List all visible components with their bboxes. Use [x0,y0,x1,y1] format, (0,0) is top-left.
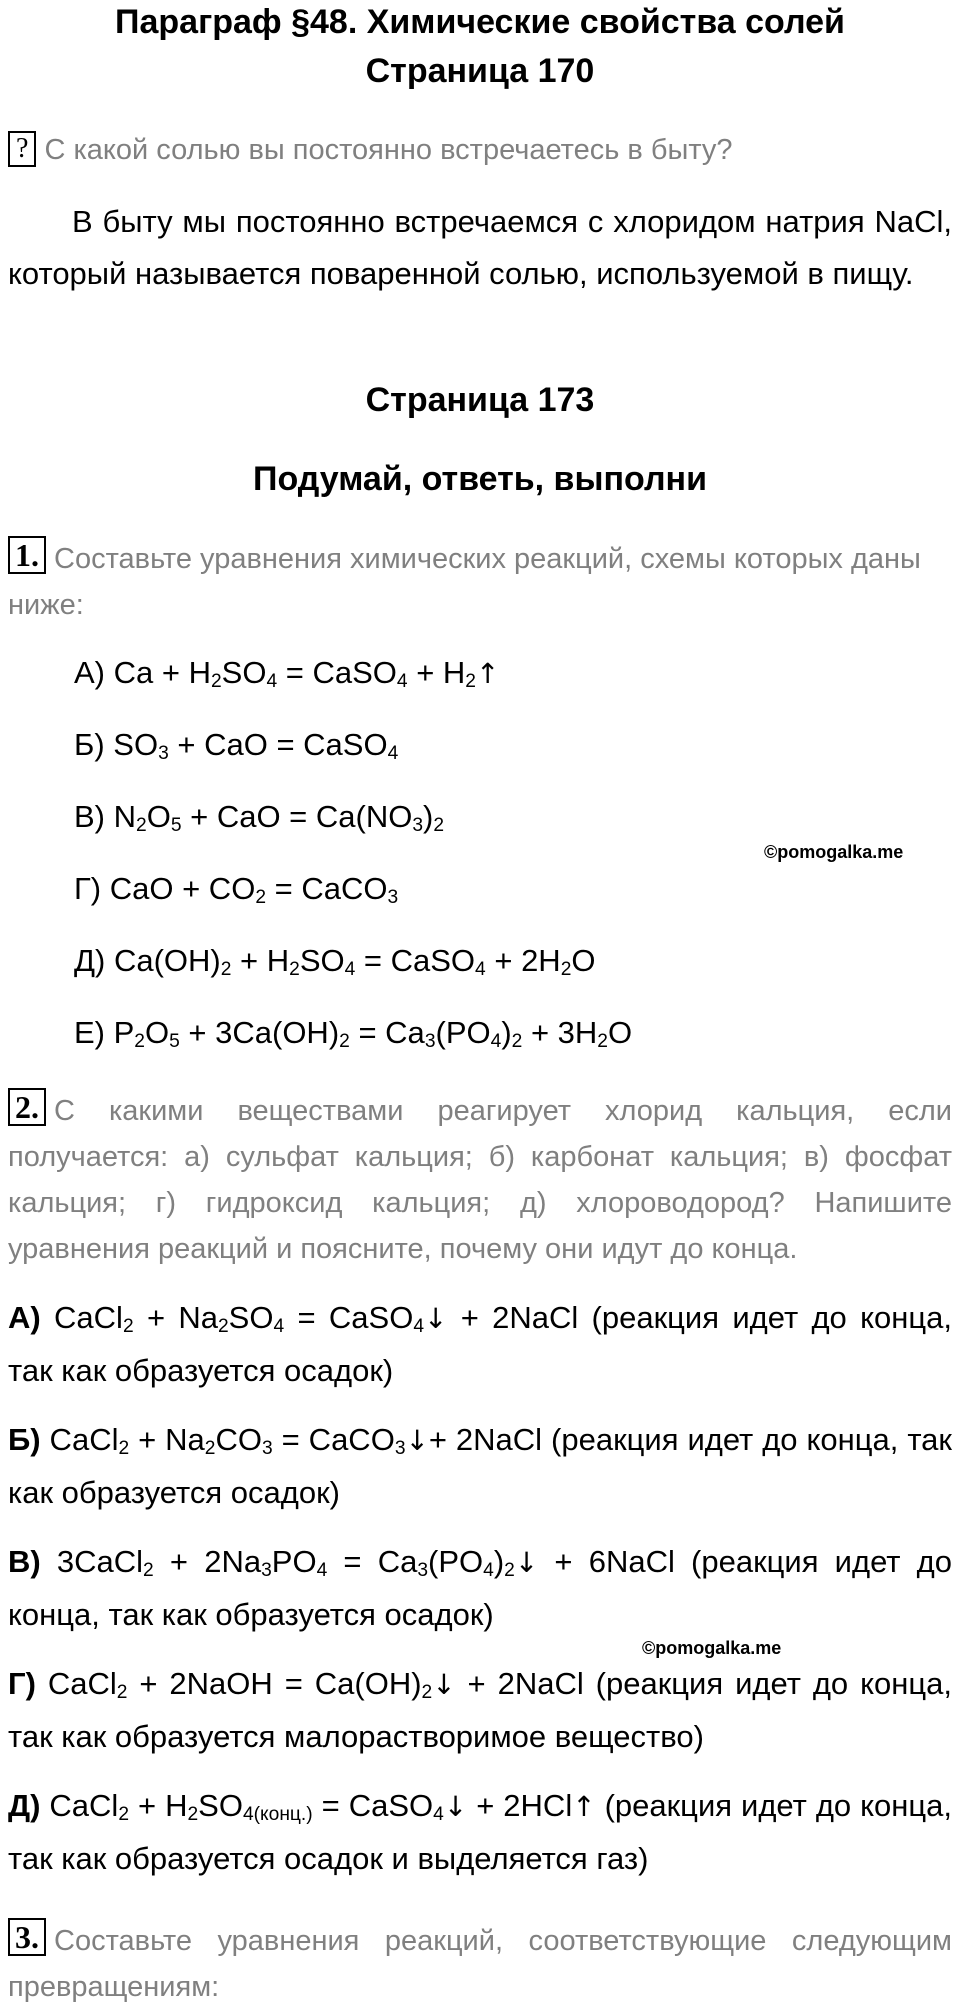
equation-e: Е) $P_2O_5 + 3Ca(OH)_2 = Ca_3(PO_4)_2 + 3H_2O$ [74,1015,633,1053]
question-1-text: Составьте уравнения химических реакций, схемы которых даны ниже: [8,543,921,621]
equation-g: Г) CaO + $CO_2$ = CaCO$_3$ [74,871,399,909]
question-1 [8,536,952,628]
answer-label: В) [8,1544,41,1579]
question-3-text: Составьте уравнения реакций, соответствующие следующим превращениям: [8,1925,952,2003]
answer-d: Д) CaCl$_2$ + $H_2SO_{4(конц.)}$ = CaSO$_4$↓ + 2HCl↑ (реакция идет до конца, так как образуется осадок и выделяется газ) [8,1788,953,1876]
equation-a: А) $Ca + H_2SO_4$ = CaSO$_4$ + $H_2↑$ [74,655,500,693]
watermark: ©pomogalka.me [642,1638,782,1658]
section-title: Подумай, ответь, выполни [253,460,707,498]
equation-label: Б) [74,727,105,762]
question-intro-text: С какой солью вы постоянно встречаетесь в быту? [44,134,733,166]
question-2 [8,1088,952,1272]
equation-b: Б) $SO_3$ + CaO = CaSO$_4$ [74,727,399,765]
equation-v: В) $N_2O_5$ + CaO = $Ca(NO_3)_2$ [74,799,445,837]
equation-label: А) [74,655,105,690]
equation-label: Д) [74,943,106,978]
question-marker: ? [8,131,36,167]
equation-label: Г) [74,871,102,906]
question-1-number: 1. [8,536,46,574]
answer-label: Б) [8,1422,41,1457]
question-3 [8,1918,952,2010]
page-number-170: Страница 170 [365,52,595,90]
answer-v: В) 3CaCl$_2$ + $2Na_3PO_4$ = $Ca_3(PO_4)_2↓$ + 6NaCl (реакция идет до конца, так как образуется осадок) [8,1544,952,1632]
answer-label: Д) [8,1788,41,1823]
answer-intro: В быту мы постоянно встречаемся с хлоридом натрия NaCl, который называется поваренной солью, используемой в пищу. [8,204,952,291]
answer-label: А) [8,1300,41,1335]
answer-a: А) CaCl$_2$ + $Na_2SO_4$ = CaSO$_4$↓ + 2NaCl (реакция идет до конца, так как образуется осадок) [8,1300,952,1388]
question-3-number: 3. [8,1918,46,1956]
page-number-173: Страница 173 [365,381,595,419]
question-intro [8,127,952,173]
answer-label: Г) [8,1666,36,1701]
question-2-number: 2. [8,1088,46,1126]
question-2-text: С какими веществами реагирует хлорид кальция, если получается: а) сульфат кальция; б) карбонат кальция; в) фосфат кальция; г) гидроксид кальция; д) хлороводород? Напишите уравнения реакций и поясните, почему они идут до конца. [8,1095,952,1265]
equation-label: В) [74,799,105,834]
answer-b: Б) CaCl$_2$ + $Na_2CO_3$ = CaCO$_3$↓+ 2NaCl (реакция идет до конца, так как образуется осадок) [8,1422,952,1510]
page-title: Параграф §48. Химические свойства солей [115,3,845,41]
equation-label: Е) [74,1015,105,1050]
answer-g: Г) CaCl$_2$ + 2NaOH = $Ca(OH)_2↓$ + 2NaCl (реакция идет до конца, так как образуется малорастворимое вещество) [8,1666,952,1754]
watermark: ©pomogalka.me [764,842,904,862]
equation-d: Д) $Ca(OH)_2 + H_2SO_4$ = CaSO$_4$ + $2H_2O$ [74,943,596,981]
